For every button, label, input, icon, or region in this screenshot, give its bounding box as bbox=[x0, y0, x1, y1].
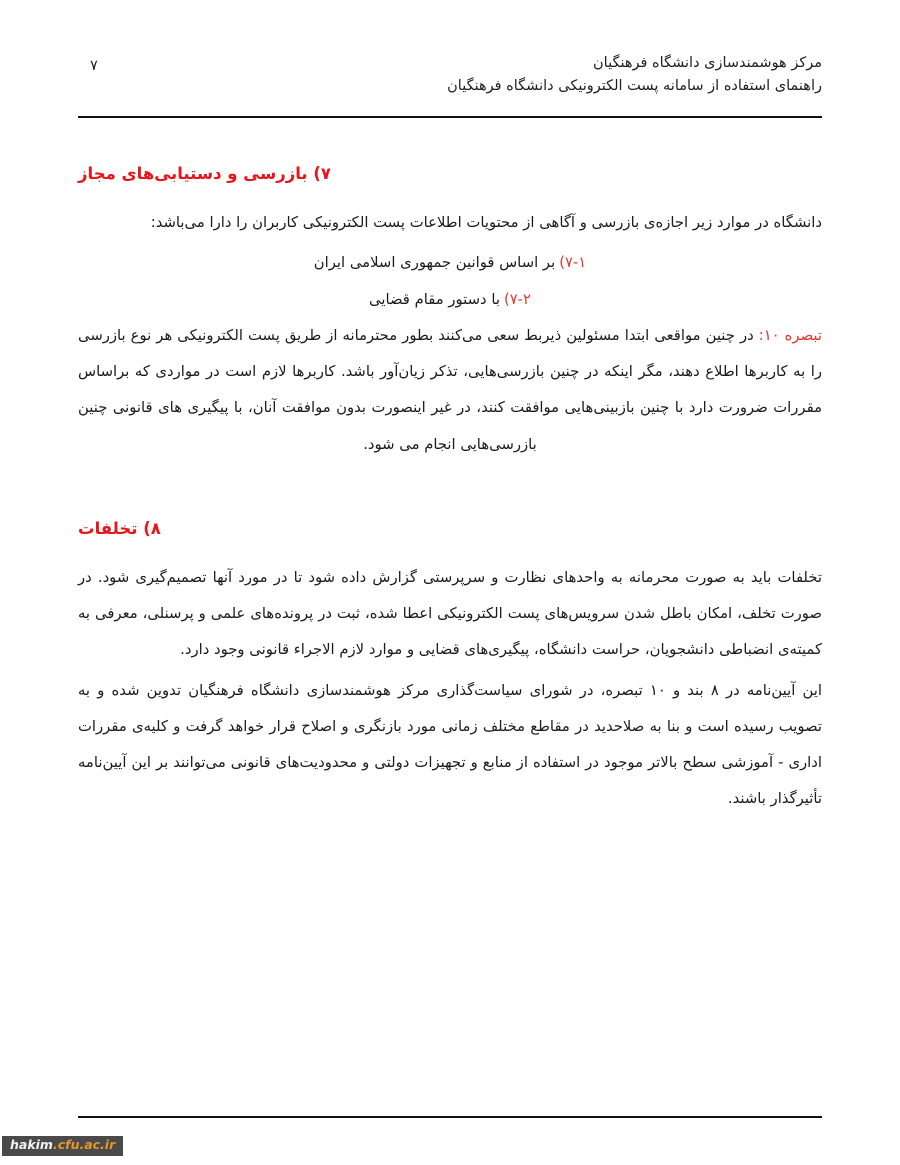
site-watermark bbox=[2, 1136, 123, 1156]
list-item bbox=[78, 282, 822, 318]
list-item bbox=[78, 245, 822, 281]
footer-divider bbox=[78, 1116, 822, 1118]
page-header bbox=[78, 52, 822, 110]
section-7-list bbox=[78, 245, 822, 318]
section-7-intro: دانشگاه در موارد زیر اجازه‌ی بازرسی و آگاهی از محتویات اطلاعات پست الکترونیکی کاربران را دارا می‌باشد: bbox=[150, 214, 822, 231]
document-body bbox=[78, 150, 822, 822]
section-8-paragraph-1: تخلفات باید به صورت محرمانه به واحدهای نظارت و سرپرستی گزارش داده شود تا در مورد آنها تصمیم‌گیری شود. در صورت تخلف، امکان باطل شدن سرویس‌های پست الکترونیکی اعطا شده، ثبت در پرونده‌های علمی و پرسنلی، معرفی به کمیته‌ی انضباطی دانشجویان، حراست دانشگاه، پیگیری‌های قضایی و موارد لازم الاجراء قانونی وجود دارد. bbox=[78, 568, 822, 659]
section-7-note bbox=[78, 318, 822, 463]
section-7-title: ۷) بازرسی و دستیابی‌های مجاز bbox=[78, 164, 331, 183]
section-8-title: ۸) تخلفات bbox=[78, 518, 161, 538]
list-item-label: بر اساس قوانین جمهوری اسلامی ایران bbox=[313, 254, 556, 272]
section-8-paragraph-2: این آیین‌نامه در ۸ بند و ۱۰ تبصره، در شورای سیاست‌گذاری مرکز هوشمندسازی دانشگاه فرهنگیان تدوین شده و به تصویب رسیده است و بنا به صلاحدید در مقاطع مختلف زمانی مورد بازنگری و اصلاح قرار خواهد گرفت و کلیه‌ی مقررات اداری - آموزشی سطح بالاتر موجود در استفاده از منابع و تجهیزات دولتی و محدودیت‌های قانونی می‌توانند بر این آیین‌نامه تأثیرگذار باشند. bbox=[78, 681, 822, 808]
list-item-marker: ۷-۱) bbox=[559, 254, 587, 272]
header-divider bbox=[78, 116, 822, 118]
note-label: تبصره ۱۰: bbox=[758, 326, 822, 344]
note-text: در چنین مواقعی ابتدا مسئولین ذیربط سعی می‌کنند بطور محترمانه از طریق پست الکترونیکی هر نوع بازرسی را به کاربرها اطلاع دهند، مگر اینکه در چنین بازرسی‌هایی، تذکر زیان‌آور باشد. کاربرها لازم است در مواردی که براساس مقررات ضرورت دارد با چنین بازبینی‌هایی موافقت کنند، در غیر اینصورت بدون موافقت آنان، با پیگیری های قانونی چنین بازرسی‌هایی انجام می شود. bbox=[78, 326, 822, 453]
header-subtitle-line: راهنمای استفاده از سامانه پست الکترونیکی دانشگاه فرهنگیان bbox=[447, 78, 822, 95]
page-number: ۷ bbox=[90, 58, 98, 74]
header-title-block bbox=[447, 52, 822, 99]
list-item-label: با دستور مقام قضایی bbox=[369, 290, 500, 308]
watermark-name: hakim bbox=[10, 1137, 53, 1152]
header-organization-line: مرکز هوشمندسازی دانشگاه فرهنگیان bbox=[593, 55, 822, 71]
watermark-domain: .cfu.ac.ir bbox=[52, 1137, 116, 1152]
list-item-marker: ۷-۲) bbox=[503, 290, 531, 308]
